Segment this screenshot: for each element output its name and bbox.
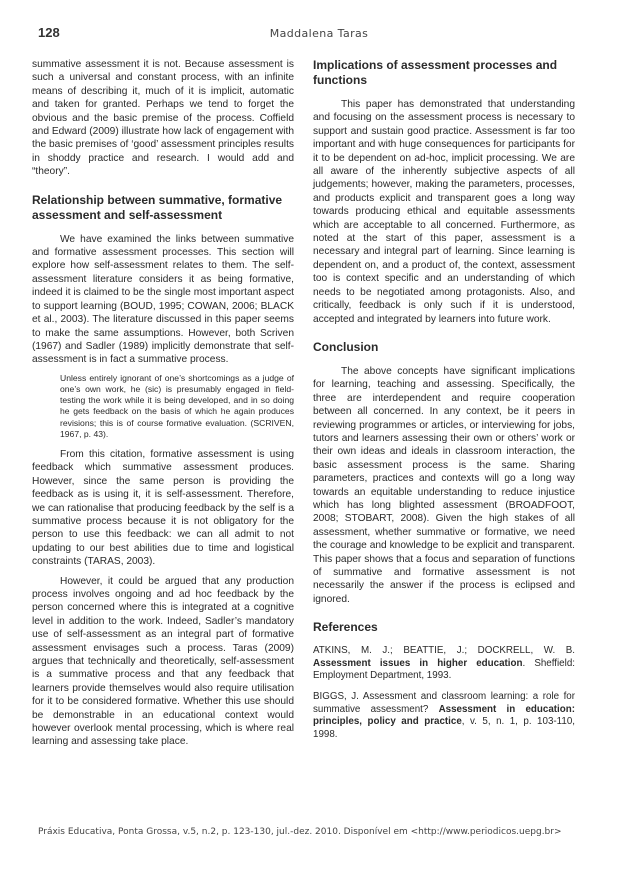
paragraph: From this citation, formative assessment is using feedback which summative assessment produces. However, since the same person is providing the feedback as is using it, it is self-assessment. Therefore, we can rationalise that producing feedback by the self is a summative process because it is not obligatory for the person to use this feedback: we can all admit to not updating to our best abilities due to time and logistical constraints (TARAS, 2003).	[32, 448, 294, 568]
section-heading: Relationship between summative, formative assessment and self-assessment	[32, 192, 283, 222]
page-footer: Práxis Educativa, Ponta Grossa, v.5, n.2, p. 123-130, jul.-dez. 2010. Disponível em <http://www.periodicos.uepg.br>	[38, 827, 562, 837]
page-number: 128	[38, 25, 60, 40]
paragraph: However, it could be argued that any production process involves ongoing and ad hoc feedback by the person concerned where this is integrated at a cognitive level in addition to the work. Indeed, Sadler’s mandatory use of self-assessment as an integral part of formative assessment envisages such a process. Taras (2009) argues that technically and theoretically, self-assessment is a summative process and that any feedback that learners provide themselves would also require utilisation for it to be considered formative. Whether this use should be demonstrable in an educational context would however overlook mental processing, which is where real learning and assessing take place.	[32, 575, 294, 748]
right-column	[313, 58, 575, 749]
reference-entry	[313, 645, 575, 683]
paragraph: The above concepts have significant implications for learning, teaching and assessing. Specifically, the three are interdependent and require cooperation between all concerned. In any context, be it peers in reviewing programmes or articles, or interviewing for jobs, tutors and learners assessing their own or others’ work or their own ideas and ideals in classroom interaction, the basic assessment process is the same. Sharing parameters, practices and contexts will go a long way towards an equitable understanding to reduce injustice which has long blighted assessment (BROADFOOT, 2008; STOBART, 2008). Given the high stakes of all assessment, whether summative or formative, we need the courage and knowledge to be explicit and transparent. This paper shows that a focus and separation of functions of summative and formative assessment is not necessarily the answer if the process is eclipsed and ignored.	[313, 365, 575, 605]
left-column	[32, 58, 294, 755]
reference-title: Assessment in education: principles, policy and practice	[313, 703, 575, 728]
reference-entry	[313, 691, 575, 741]
paragraph: This paper has demonstrated that understanding and focusing on the assessment process is necessary to support and sustain good practice. Assessment is far too important and with huge consequences for participants for it to be dependent on ad-hoc, implicit processing. We are all aware of the inherently subjective aspects of all judgements; however, making the parameters, processes, and products explicit and transparent goes a long way towards producing ethical and equitable assessments which are acceptable to all concerned. Furthermore, as noted at the start of this paper, assessment is a necessary and integral part of learning. Since learning is dependent on, and a product of, the context, assessment too is context specific and an understanding of which needs to be negotiated among protagonists. Also, and critically, feedback is only such if it is understood, accepted and integrated by learners into future work.	[313, 99, 575, 325]
reference-authors: ATKINS, M. J.; BEATTIE, J.; DOCKRELL, W. B.	[313, 645, 575, 657]
section-heading: References	[313, 620, 378, 635]
reference-authors: BIGGS, J. Assessment and classroom learning: a role for summative assessment?	[313, 691, 575, 715]
reference-details: . Sheffield: Employment Department, 1993.	[313, 657, 575, 682]
block-quote: Unless entirely ignorant of one’s shortcomings as a judge of one’s own work, he (sic) is presumably engaged in field-testing the work while it is being developed, and in so doing he gets feedback on the basis of which he again produces revisions; this is of course formative evaluation. (SCRIVEN, 1967, p. 43).	[60, 372, 294, 439]
paragraph: We have examined the links between summative and formative assessment processes. This section will explore how self-assessment relates to them. The self-assessment literature considers it as being formative, indeed it is claimed to be the single most important aspect to support learning (BOUD, 1995; COWAN, 2006; BLACK et al., 2003). The literature discussed in this paper seems to make the same assumptions. However, both Scriven (1967) and Sadler (1989) implicitly demonstrate that self-assessment is in fact a summative process.	[32, 233, 294, 366]
paragraph: summative assessment it is not. Because assessment is such a universal and constant process, with an infinite means of describing it, much of it is implicit, automatic and taken for granted. Perhaps we tend to forget the obvious and the basic premise of the process. Coffield and Edward (2009) illustrate how lack of engagement with the basic premises of ‘good’ assessment principles results in shoddy practice and research. I would add and “theory”.	[32, 59, 294, 178]
section-heading: Implications of assessment processes and functions	[313, 58, 558, 87]
reference-details: , v. 5, n. 1, p. 103-110, 1998.	[313, 716, 576, 740]
section-heading: Conclusion	[313, 339, 379, 354]
reference-title: Assessment issues in higher education	[313, 657, 523, 669]
running-header-author: Maddalena Taras	[269, 27, 369, 40]
